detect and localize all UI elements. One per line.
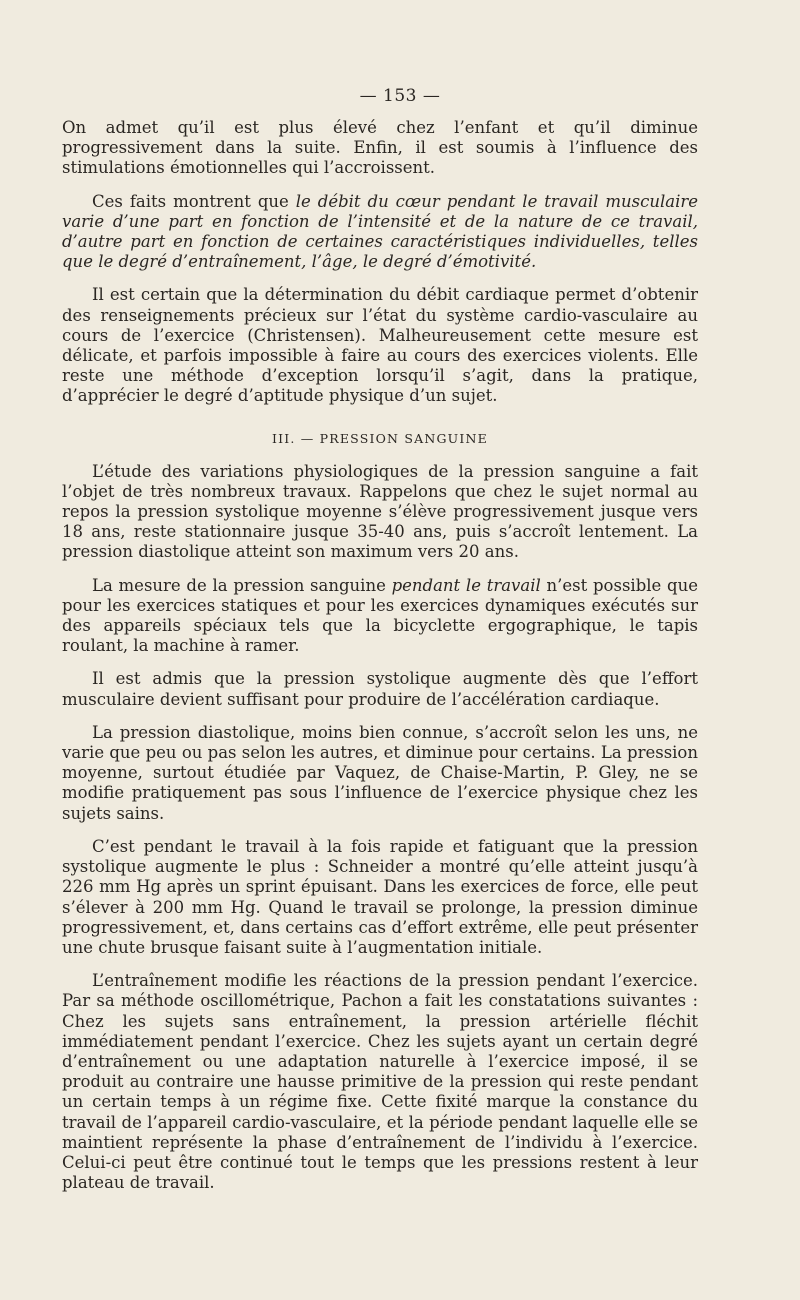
section-paragraph-6: L’entraînement modifie les réactions de la pression pendant l’exercice. Par sa méthode oscillométrique, Pachon a fait les constatations suivantes : Chez les sujets sans entraînement, la pression artérielle fléchit immédiatement pendant l’exercice. Chez les sujets ayant un certain degré d’entraînement ou une adaptation naturelle à l’exercice imposé, il se produit au contraire une hausse primitive de la pression qui reste pendant un certain temps à un régime fixe. Cette fixité marque la constance du travail de l’appareil cardio-vasculaire, et la période pendant laquelle elle se maintient représente la phase d’entraînement de l’individu à l’exercice. Celui-ci peut être continué tout le temps que les pressions restent à leur plateau de travail.	[62, 971, 698, 1193]
paragraph-3: Il est certain que la détermination du débit cardiaque permet d’obtenir des renseignements précieux sur l’état du système cardio-vasculaire au cours de l’exercice (Christensen). Malheureusement cette mesure est délicate, et parfois impossible à faire au cours des exercices violents. Elle reste une méthode d’exception lorsqu’il s’agit, dans la pratique, d’apprécier le degré d’aptitude physique d’un sujet.	[62, 285, 698, 406]
section-paragraph-2-tail: n’est possible que pour les exercices statiques et pour les exercices dynamiques exécutés sur des appareils spéciaux tels que la bicyclette ergographique, le tapis roulant, la machine à ramer.	[62, 575, 698, 656]
section-heading: III. — PRESSION SANGUINE	[271, 430, 489, 446]
section-paragraph-2	[62, 576, 698, 657]
section-paragraph-3: Il est admis que la pression systolique augmente dès que l’effort musculaire devient suffisant pour produire de l’accélération cardiaque.	[62, 669, 698, 709]
section-paragraph-2-lead: La mesure de la pression sanguine	[92, 575, 392, 595]
page-body	[62, 118, 698, 1206]
paragraph-2-italic: le débit du cœur pendant le travail musculaire varie d’une part en fonction de l’intensité et de la nature de ce travail, d’autre part en fonction de certaines caractéristiques individuelles, telles que le degré d’entraînement, l’âge, le degré d’émotivité.	[62, 191, 698, 272]
section-paragraph-4: La pression diastolique, moins bien connue, s’accroît selon les uns, ne varie que peu ou pas selon les autres, et diminue pour certains. La pression moyenne, surtout étudiée par Vaquez, de Chaise-Martin, P. Gley, ne se modifie pratiquement pas sous l’influence de l’exercice physique chez les sujets sains.	[62, 722, 698, 823]
section-paragraph-1: L’étude des variations physiologiques de la pression sanguine a fait l’objet de très nombreux travaux. Rappelons que chez le sujet normal au repos la pression systolique moyenne s’élève progressivement jusque vers 18 ans, reste stationnaire jusque 35-40 ans, puis s’accroît lentement. La pression diastolique atteint son maximum vers 20 ans.	[62, 461, 698, 562]
section-paragraph-2-italic: pendant le travail	[391, 575, 541, 595]
paragraph-1: On admet qu’il est plus élevé chez l’enfant et qu’il diminue progressivement dans la suite. Enfin, il est soumis à l’influence des stimulations émotionnelles qui l’accroissent.	[62, 118, 698, 178]
section-paragraph-5: C’est pendant le travail à la fois rapide et fatiguant que la pression systolique augmente le plus : Schneider a montré qu’elle atteint jusqu’à 226 mm Hg après un sprint épuisant. Dans les exercices de force, elle peut s’élever à 200 mm Hg. Quand le travail se prolonge, la pression diminue progressivement, et, dans certains cas d’effort extrême, elle peut présenter une chute brusque faisant suite à l’augmentation initiale.	[62, 836, 698, 957]
page-number: — 153 —	[359, 86, 441, 106]
paragraph-2	[62, 192, 698, 273]
paragraph-2-lead: Ces faits montrent que	[92, 191, 296, 211]
